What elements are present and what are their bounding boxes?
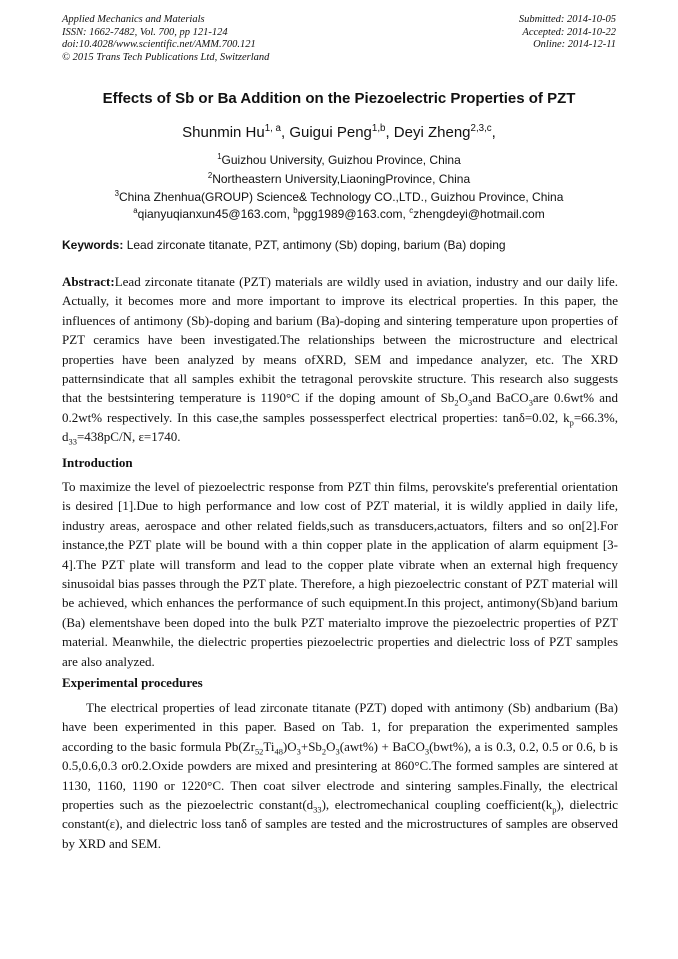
journal-copyright: © 2015 Trans Tech Publications Ltd, Switzerland (62, 51, 270, 63)
keywords-label: Keywords: (62, 238, 124, 252)
submitted-date: Submitted: 2014-10-05 (518, 14, 616, 25)
subscript: 48 (274, 746, 283, 757)
author-separator: , (385, 124, 394, 141)
author-name: Guigui Peng (289, 124, 372, 141)
author-emails (0, 207, 678, 221)
abstract (62, 272, 618, 447)
author-affiliation-mark: 2,3,c (470, 123, 492, 134)
journal-issn: ISSN: 1662-7482, Vol. 700, pp 121-124 (62, 26, 228, 38)
keywords (62, 238, 618, 252)
affiliation-text: Guizhou University, Guizhou Province, China (221, 153, 461, 167)
affiliation-2 (0, 172, 678, 186)
author (289, 124, 393, 141)
author-list (0, 124, 678, 141)
subscript: 52 (254, 746, 264, 757)
author-affiliation-mark: 1, a (264, 123, 281, 134)
email-address[interactable]: pgg1989@163.com (297, 207, 403, 221)
author-name: Deyi Zheng (393, 124, 471, 141)
email-separator: , (286, 207, 294, 221)
subscript: 3 (296, 746, 301, 757)
subscript: 3 (424, 746, 430, 757)
journal-info (62, 14, 269, 64)
affiliation-1 (0, 153, 678, 167)
subscript: 3 (468, 398, 473, 409)
introduction-text: To maximize the level of piezoelectric response from PZT thin films, perovskite's preferential orientation is desired [1].Due to high performance and low cost of PZT material, it is wildly applied in daily life, industry areas, aerospace and other related fields,such as transducers,actuators, filters and so on[2].For instance,the PZT plate will be bound with a thin copper plate in the application of alarm equipment [3-4].The PZT plate will transform and lead to the copper plate vibrate when an external high frequency sinusoidal bias passes through the PZT plate. Therefore, a high piezoelectric constant of PZT material will be achieved, which enhances the performance of such equipment.In this project, antimony(Sb)and barium (Ba) elementshave been doped into the bulk PZT materialto improve the piezoelectric properties of PZT material. Meanwhile, the dielectric properties piezoelectric properties and dielectric loss of PZT samples are also analyzed. (62, 479, 618, 669)
subscript: 3 (528, 398, 533, 409)
journal-doi: doi:10.4028/www.scientific.net/AMM.700.121 (62, 39, 256, 50)
email-mark: a (133, 206, 138, 215)
affiliation-number: 3 (114, 189, 119, 198)
email-address[interactable]: zhengdeyi@hotmail.com (413, 207, 545, 221)
subscript: 2 (321, 746, 327, 757)
subscript: p (552, 804, 557, 815)
experimental-text: The electrical properties of lead zirconate titanate (PZT) doped with antimony (Sb) andbarium (Ba) have been experimented in this paper. Based on Tab. 1, for preparation the experimented samples according to the basic formula $Pb(Zr_{52}Ti_{48})O_3+Sb_2O_3(awt\%)$ + BaCO$_3$(bwt%), a is 0.3, 0.2, 0.5 or 0.6, b is 0.5,0.6,0.3 or0.2.Oxide powders are mixed and presintering at 860°C.The formed samples are sintered at 1130, 1160, 1190 or 1220°C. Then coat silver electrode and sintering samples.Finally, the electrical properties such as the piezoelectric $constant(d_{33})$, electromechanical coupling $coefficient(k_p)$, dielectric constant(ε), and dielectric loss tanδ of samples are tested and the microstructures of samples are observed by XRD and SEM. (62, 700, 619, 851)
author (182, 124, 289, 141)
subscript: 33 (313, 804, 322, 815)
email-address[interactable]: qianyuqianxun45@163.com (137, 207, 287, 221)
experimental-heading: Experimental procedures (62, 675, 203, 690)
author-name: Shunmin Hu (182, 124, 265, 141)
email-mark: b (293, 206, 298, 215)
subscript: 3 (335, 746, 340, 757)
abstract-label: Abstract: (62, 274, 115, 289)
affiliation-text: Northeastern University,LiaoningProvince, China (212, 172, 471, 186)
subscript: 33 (68, 436, 77, 447)
subscript: p (569, 417, 574, 428)
journal-name: Applied Mechanics and Materials (62, 14, 205, 25)
affiliation-number: 1 (217, 152, 222, 161)
accepted-date: Accepted: 2014-10-22 (522, 26, 616, 38)
author (394, 124, 496, 141)
online-date: Online: 2014-12-11 (533, 39, 616, 50)
paper-title: Effects of Sb or Ba Addition on the Piezoelectric Properties of PZT (102, 90, 576, 107)
author-separator: , (491, 124, 496, 141)
affiliation-3 (0, 190, 678, 204)
author-affiliation-mark: 1,b (371, 123, 386, 134)
email-separator: , (402, 207, 410, 221)
subscript: 2 (454, 398, 459, 409)
affiliation-number: 2 (207, 171, 213, 180)
publication-dates (519, 14, 616, 52)
keywords-text: Lead zirconate titanate, PZT, antimony (Sb) doping, barium (Ba) doping (123, 238, 506, 252)
email-mark: c (409, 206, 414, 215)
author-separator: , (280, 124, 290, 141)
affiliation-text: China Zhenhua(GROUP) Science& Technology CO.,LTD., Guizhou Province, China (118, 190, 564, 204)
introduction-heading: Introduction (62, 455, 133, 470)
abstract-text: Lead zirconate titanate (PZT) materials are wildly used in aviation, industry and our daily life. Actually, it becomes more and more important to improve its electrical properties. In this paper, the influences of antimony (Sb)-doping and barium (Ba)-doping and sintering temperature upon properties of PZT ceramics have been investigated.The relationships between the microstructure and electrical properties have been analyzed by means ofXRD, SEM and impedance analyzer, etc. The XRD patternsindicate that all samples exhibit the tetragonal perovskite structure. This research also suggests that the bestsintering temperature is 1190°C if the doping amount of $Sb_2O_3and$ BaCO$_3$are 0.6wt% and 0.2wt% respectively. In this case,the samples possessperfect electrical properties: tanδ=0.02, $k_p=66.3\%$, $d_{33}=438pC/N$, ε=1740. (62, 274, 618, 447)
